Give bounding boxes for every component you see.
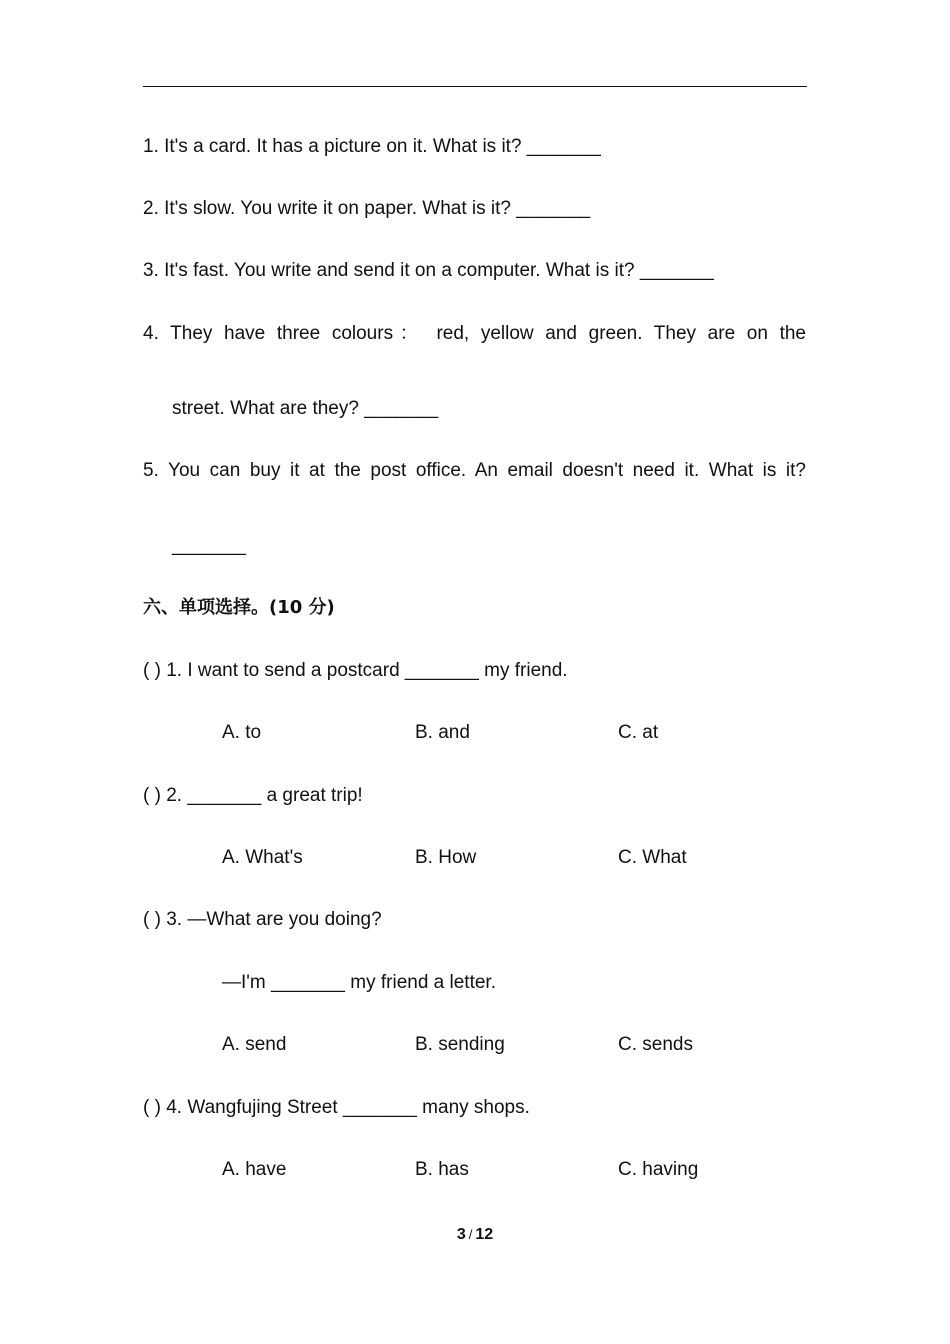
mc-question-3-reply: —I'm _______ my friend a letter. <box>222 972 496 993</box>
mc-question-3: ( ) 3. —What are you doing? <box>143 909 382 930</box>
header-rule <box>143 86 807 87</box>
current-page: 3 <box>456 1226 466 1243</box>
mc-3-option-b: B. sending <box>415 1034 505 1055</box>
mc-1-option-b: B. and <box>415 722 470 743</box>
mc-2-option-c: C. What <box>618 847 687 868</box>
riddle-4-line-2: street. What are they? _______ <box>172 398 439 419</box>
mc-question-4: ( ) 4. Wangfujing Street _______ many shops. <box>143 1097 530 1118</box>
riddle-3: 3. It's fast. You write and send it on a computer. What is it? _______ <box>143 260 714 281</box>
mc-question-1: ( ) 1. I want to send a postcard _______ my friend. <box>143 660 568 681</box>
page-separator: / <box>468 1227 473 1242</box>
mc-4-option-b: B. has <box>415 1159 469 1180</box>
mc-3-option-c: C. sends <box>618 1034 693 1055</box>
riddle-4-line-1: 4. They have three colours： red, yellow and green. They are on the <box>143 323 806 344</box>
riddle-1: 1. It's a card. It has a picture on it. What is it? _______ <box>143 136 601 157</box>
page-number <box>0 1226 950 1244</box>
mc-1-option-a: A. to <box>222 722 262 743</box>
mc-4-option-c: C. having <box>618 1159 699 1180</box>
section-heading: 六、单项选择。(10 分) <box>143 597 335 618</box>
mc-4-option-a: A. have <box>222 1159 287 1180</box>
mc-3-option-a: A. send <box>222 1034 287 1055</box>
riddle-5-line-2: _______ <box>172 535 246 556</box>
riddle-5-line-1: 5. You can buy it at the post office. An email doesn't need it. What is it? <box>143 460 806 481</box>
mc-1-option-c: C. at <box>618 722 659 743</box>
riddle-2: 2. It's slow. You write it on paper. What is it? _______ <box>143 198 591 219</box>
mc-2-option-a: A. What's <box>222 847 303 868</box>
total-pages: 12 <box>475 1226 494 1243</box>
mc-2-option-b: B. How <box>415 847 477 868</box>
mc-question-2: ( ) 2. _______ a great trip! <box>143 785 363 806</box>
